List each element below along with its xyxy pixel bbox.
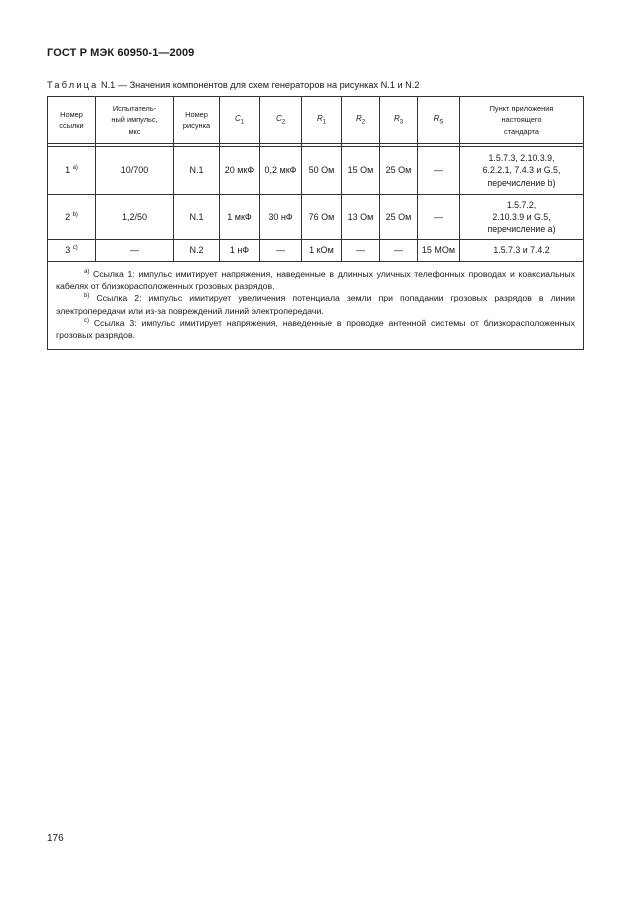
table-caption-text: N.1 — Значения компонентов для схем генераторов на рисунках N.1 и N.2 — [98, 80, 420, 90]
table-row — [48, 240, 584, 262]
cell-clause: 1.5.7.3 и 7.4.2 — [460, 240, 584, 262]
cell-rs: — — [418, 147, 460, 195]
table-caption-lead: Таблица — [47, 80, 99, 90]
cell-c1: 20 мкФ — [220, 147, 260, 195]
col-header-pulse: Испытатель- ный импульс, мкс — [96, 97, 174, 144]
cell-r3: 25 Ом — [380, 195, 418, 240]
cell-r1: 1 кОм — [302, 240, 342, 262]
col-header-rs: $R_S$ — [418, 97, 460, 144]
cell-r2: — — [342, 240, 380, 262]
cell-r2: 15 Ом — [342, 147, 380, 195]
col-header-r1: $R_1$ — [302, 97, 342, 144]
col-header-r3: $R_3$ — [380, 97, 418, 144]
col-header-r2: $R_2$ — [342, 97, 380, 144]
cell-figure: N.1 — [174, 147, 220, 195]
cell-figure: N.1 — [174, 195, 220, 240]
cell-figure: N.2 — [174, 240, 220, 262]
cell-r3: 25 Ом — [380, 147, 418, 195]
table-caption — [47, 80, 419, 90]
col-header-clause: Пункт приложения настоящего стандарта — [460, 97, 584, 144]
cell-pulse: 10/700 — [96, 147, 174, 195]
cell-ref: 2 $^{b)}$ — [48, 195, 96, 240]
col-header-c1: $C_1$ — [220, 97, 260, 144]
page-number: 176 — [47, 833, 64, 844]
cell-c2: 30 нФ — [260, 195, 302, 240]
table-row — [48, 147, 584, 195]
cell-c1: 1 нФ — [220, 240, 260, 262]
cell-ref: 1 $^{a)}$ — [48, 147, 96, 195]
cell-ref: 3 $^{c)}$ — [48, 240, 96, 262]
notes-row — [48, 262, 584, 350]
document-header: ГОСТ Р МЭК 60950-1—2009 — [47, 47, 195, 59]
col-header-ref: Номер ссылки — [48, 97, 96, 144]
cell-clause: 1.5.7.3, 2.10.3.9, 6.2.2.1, 7.4.3 и G.5, перечисление b) — [460, 147, 584, 195]
cell-r1: 50 Ом — [302, 147, 342, 195]
table-row — [48, 195, 584, 240]
note-b: $^{b)}$ Ссылка 2: импульс имитирует увеличения потенциала земли при попадании грозовых разрядов в линии электропередачи или из-за повреждений линий электропередачи. — [56, 293, 575, 316]
cell-r1: 76 Ом — [302, 195, 342, 240]
cell-c1: 1 мкФ — [220, 195, 260, 240]
col-header-figure: Номер рисунка — [174, 97, 220, 144]
table-notes — [48, 262, 584, 350]
cell-rs: — — [418, 195, 460, 240]
cell-c2: — — [260, 240, 302, 262]
cell-pulse: — — [96, 240, 174, 262]
components-table — [47, 96, 584, 350]
col-header-c2: $C_2$ — [260, 97, 302, 144]
cell-r2: 13 Ом — [342, 195, 380, 240]
cell-r3: — — [380, 240, 418, 262]
note-a: $^{a)}$ Ссылка 1: импульс имитирует напряжения, наведенные в длинных уличных телефонных проводах и коаксиальных кабелях от близкорасположенных грозовых разрядов. — [56, 269, 575, 292]
cell-pulse: 1,2/50 — [96, 195, 174, 240]
note-c: $^{c)}$ Ссылка 3: импульс имитирует напряжения, наведенные в проводке антенной системы от близкорасположенных грозовых разрядов. — [56, 317, 575, 340]
cell-clause: 1.5.7.2, 2.10.3.9 и G.5, перечисление a) — [460, 195, 584, 240]
table-header-row — [48, 97, 584, 144]
cell-c2: 0,2 мкФ — [260, 147, 302, 195]
cell-rs: 15 МОм — [418, 240, 460, 262]
